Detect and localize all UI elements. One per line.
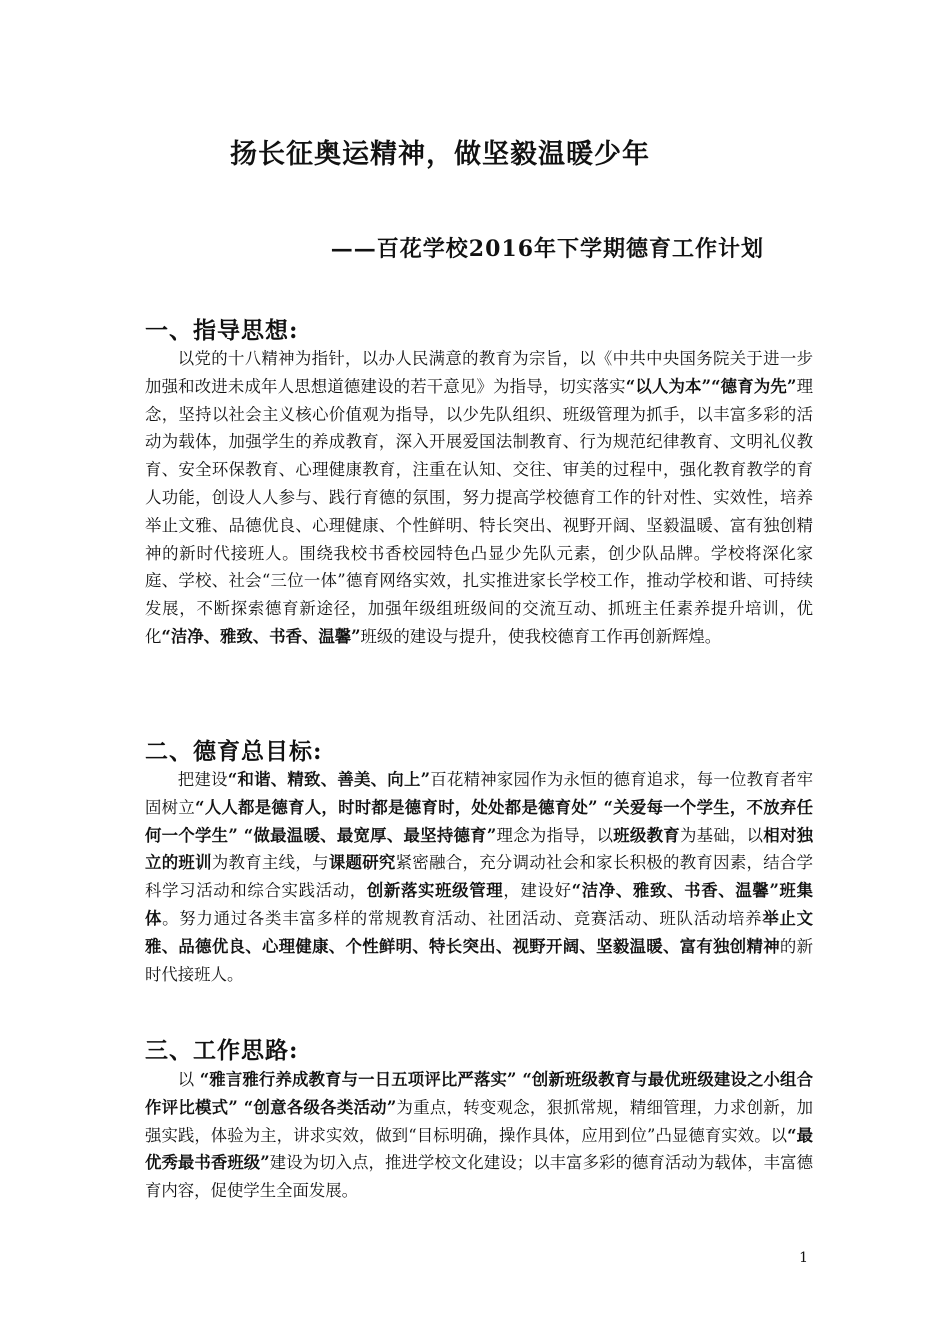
body-text: 为重点，转变观念，狠抓常规，精细管理，力求创新，加强实践，体验为主，讲求实效，做到“目标明确，操作具体，应用到位”凸显德育实效。以 [145, 1097, 814, 1145]
emphasis-text: 班级教育 [613, 825, 680, 845]
emphasis-text: “洁净、雅致、书香、温馨”班集体 [145, 881, 814, 928]
section-body-work-approach [145, 1066, 813, 1205]
body-text: 为基础，以 [679, 825, 764, 845]
body-text: 以 [177, 1070, 200, 1089]
section-heading-guiding-ideology: 一、指导思想: [145, 317, 299, 344]
section-heading-overall-goal: 二、德育总目标: [145, 738, 323, 765]
body-text: 理念为指导，以 [496, 825, 614, 845]
emphasis-text: “以人为本”“德育为先” [625, 376, 797, 396]
document-title: 扬长征奥运精神，做坚毅温暖少年 [230, 139, 650, 170]
page-number: 1 [799, 1250, 808, 1266]
body-text: ，建设好 [503, 881, 572, 901]
body-text: 建设为切入点，推进学校文化建设；以丰富多彩的德育活动为载体，丰富德育内容，促使学生全面发展。 [145, 1153, 813, 1201]
emphasis-text: 举止文雅、品德优良、心理健康、个性鲜明、特长突出、视野开阔、坚毅温暖、富有独创精神 [145, 908, 814, 956]
emphasis-text: “和谐、精致、善美、向上” [227, 770, 431, 789]
body-text: 以党的十八精神为指针，以办人民满意的教育为宗旨，以《中共中央国务院关于进一步加强和改进未成年人思想道德建设的若干意见》为指导，切实落实 [145, 349, 813, 396]
emphasis-text: 创新落实班级管理 [366, 881, 504, 901]
section-body-overall-goal [145, 766, 813, 988]
emphasis-text: 课题研究 [328, 853, 396, 873]
body-text: 理念，坚持以社会主义核心价值观为指导，以少先队组织、班级管理为抓手，以丰富多彩的活动为载体，加强学生的养成教育，深入开展爱国法制教育、行为规范纪律教育、文明礼仪教育、安全环保教育、心理健康教育，注重在认知、交往、审美的过程中，强化教育教学的育人功能，创设人人参与、践行育德的氛围，努力提高学校德育工作的针对性、实效性，培养举止文雅、品德优良、心理健康、个性鲜明、特长突出、视野开阔、坚毅温暖、富有独创精神的新时代接班人。围绕我校书香校园特色凸显少先队元素，创少队品牌。学校将深化家庭、学校、社会“三位一体”德育网络实效，扎实推进家长学校工作，推动学校和谐、可持续发展，不断探索德育新途径，加强年级组班级间的交流互动、抓班主任素养提升培训，优化 [145, 376, 813, 646]
body-text: 紧密融合，充分调动社会和家长积极的教育因素，结合学科学习活动和综合实践活动， [145, 853, 814, 901]
body-text: 百花精神家园作为永恒的德育追求，每一位教育者牢固树立 [145, 770, 814, 817]
body-text: 把建设 [177, 770, 228, 789]
emphasis-text: “洁净、雅致、书香、温馨” [161, 626, 361, 646]
body-text: 的新时代接班人。 [145, 936, 814, 984]
body-text: 。努力通过各类丰富多样的常规教育活动、社团活动、竞赛活动、班队活动培养 [162, 908, 763, 928]
emphasis-text: 相对独立的班训 [145, 825, 814, 873]
section-heading-work-approach: 三、工作思路: [145, 1037, 299, 1064]
emphasis-text: “最优秀最书香班级” [145, 1125, 813, 1173]
section-body-guiding-ideology [145, 345, 813, 651]
body-text: 班级的建设与提升，使我校德育工作再创新辉煌。 [360, 626, 722, 646]
body-text: 为教育主线，与 [211, 853, 329, 873]
emphasis-text: “人人都是德育人，时时都是德育时，处处都是德育处” “关爱每一个学生，不放弃任何一个学生” “做最温暖、最宽厚、最坚持德育” [145, 797, 813, 845]
emphasis-text: “雅言雅行养成教育与一日五项评比严落实” “创新班级教育与最优班级建设之小组合作评比模式” “创意各级各类活动” [145, 1070, 813, 1117]
document-subtitle: ——百花学校2016年下学期德育工作计划 [330, 236, 764, 262]
